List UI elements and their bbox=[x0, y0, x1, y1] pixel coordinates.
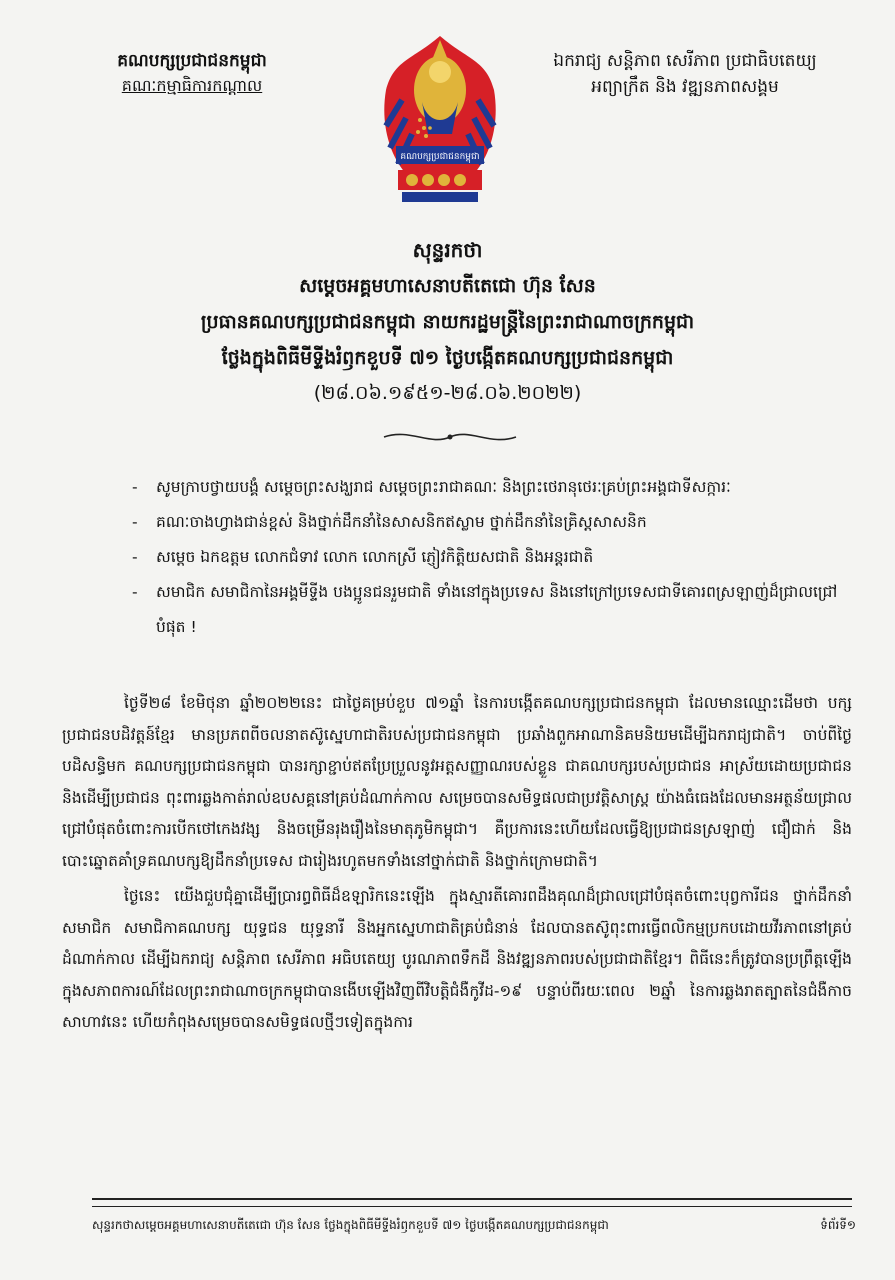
national-motto bbox=[520, 48, 850, 100]
anniversary-dates: (២៨.០៦.១៩៥១-២៨.០៦.២០២២) bbox=[313, 382, 582, 404]
salutation-item: - សូមក្រាបថ្វាយបង្គំ សម្តេចព្រះសង្ឃរាជ សម្តេចព្រះរាជាគណៈ និងព្រះថេរានុថេរៈគ្រប់ព្រះអង្គជាទីសក្ការៈ bbox=[128, 470, 848, 505]
logo-banner-text: គណបក្សប្រជាជនកម្ពុជា bbox=[400, 152, 480, 162]
paragraph: ថ្ងៃទី២៨ ខែមិថុនា ឆ្នាំ២០២២នេះ ជាថ្ងៃគម្រប់ខួប ៧១ឆ្នាំ នៃការបង្កើតគណបក្សប្រជាជនកម្ពុជា ដែលមានឈ្មោះដើមថា បក្សប្រជាជនបដិវត្តន៍ខ្មែរ មានប្រភពពីចលនាតស៊ូស្នេហាជាតិរបស់ប្រជាជនកម្ពុជា ប្រឆាំងពួកអាណានិគមនិយមដើម្បីឯករាជ្យជាតិ។ ចាប់ពីថ្ងៃបដិសន្ធិមក គណបក្សប្រជាជនកម្ពុជា បានរក្សាខ្ជាប់ឥតប្រែប្រួលនូវអត្តសញ្ញាណរបស់ខ្លួន ជាគណបក្សរបស់ប្រជាជន អាស្រ័យដោយប្រជាជន និងដើម្បីប្រជាជន ពុះពារឆ្លងកាត់រាល់ឧបសគ្គនៅគ្រប់ដំណាក់កាល សម្រេចបានសមិទ្ធផលជាប្រវត្តិសាស្ត្រ យ៉ាងធំធេងដែលមានអត្ថន័យជ្រាលជ្រៅបំផុតចំពោះការបើកថៅកេងវង្ស និងចម្រើនរុងរឿងនៃមាតុភូមិកម្ពុជា។ គឺប្រការនេះហើយដែលធ្វើឱ្យប្រជាជនស្រឡាញ់ ជឿជាក់ និងបោះឆ្នោតគាំទ្រគណបក្សឱ្យដឹកនាំប្រទេស ជារៀងរហូតមកទាំងនៅថ្នាក់ជាតិ និងថ្នាក់ក្រោមជាតិ។ bbox=[62, 694, 852, 870]
party-name: គណបក្សប្រជាជនកម្ពុជា bbox=[117, 51, 267, 71]
motto-line-2: អព្យាក្រឹត និង វឌ្ឍនភាពសង្គម bbox=[591, 77, 779, 97]
party-logo bbox=[372, 30, 508, 210]
speech-title-block bbox=[40, 232, 855, 410]
footer-caption: សុន្ទរកថាសម្តេចអគ្គមហាសេនាបតីតេជោ ហ៊ុន សែន ថ្លែងក្នុងពិធីមីទ្ទីងរំឭកខួបទី ៧១ ថ្ងៃបង្កើតគណបក្សប្រជាជនកម្ពុជា bbox=[92, 1218, 609, 1232]
party-header bbox=[62, 48, 322, 98]
page-number: ទំព័រទី១ bbox=[820, 1218, 856, 1232]
speaker-name: សម្តេចអគ្គមហាសេនាបតីតេជោ ហ៊ុន សែន bbox=[299, 275, 596, 297]
footer-divider bbox=[92, 1198, 852, 1207]
ornament-divider bbox=[380, 430, 520, 444]
paragraph: ថ្ងៃនេះ យើងជួបជុំគ្នាដើម្បីប្រារព្ធពិធីដ៏ឧឡារិកនេះឡើង ក្នុងស្មារតីគោរពដឹងគុណដ៏ជ្រាលជ្រៅបំផុតចំពោះបុព្វការីជន ថ្នាក់ដឹកនាំ សមាជិក សមាជិកាគណបក្ស យុទ្ធជន យុទ្ធនារី និងអ្នកស្នេហាជាតិគ្រប់ជំនាន់ ដែលបានតស៊ូពុះពារធ្វើពលិកម្មប្រកបដោយវីរភាពនៅគ្រប់ដំណាក់កាល ដើម្បីឯករាជ្យ សន្តិភាព សេរីភាព អធិបតេយ្យ បូរណភាពទឹកដី និងវឌ្ឍនភាពរបស់ប្រជាជាតិខ្មែរ។ ពិធីនេះក៏ត្រូវបានប្រព្រឹត្តឡើង ក្នុងសភាពការណ៍ដែលព្រះរាជាណាចក្រកម្ពុជាបានងើបឡើងវិញពីវិបត្តិជំងឺកូវីដ-១៩ បន្ទាប់ពីរយៈពេល ២ឆ្នាំ នៃការឆ្លងរាតត្បាតនៃជំងឺកាចសាហាវនេះ ហើយកំពុងសម្រេចបានសមិទ្ធផលថ្មីៗទៀតក្នុងការ bbox=[62, 887, 852, 1031]
salutation-item: - សមាជិក សមាជិកានៃអង្គមីទ្ទីង បងប្អូនជនរួមជាតិ ទាំងនៅក្នុងប្រទេស និងនៅក្រៅប្រទេសជាទីគោរពស្រឡាញ់ដ៏ជ្រាលជ្រៅបំផុត ! bbox=[128, 575, 848, 645]
salutation-item: - សម្តេច ឯកឧត្តម លោកជំទាវ លោក លោកស្រី ភ្ញៀវកិត្តិយសជាតិ និងអន្តរជាតិ bbox=[128, 540, 848, 575]
speaker-position: ប្រធានគណបក្សប្រជាជនកម្ពុជា នាយករដ្ឋមន្ត្រីនៃព្រះរាជាណាចក្រកម្ពុជា bbox=[200, 311, 695, 333]
motto-line-1: ឯករាជ្យ សន្តិភាព សេរីភាព ប្រជាធិបតេយ្យ bbox=[553, 51, 817, 71]
salutation-list bbox=[128, 470, 848, 645]
committee-name: គណៈកម្មាធិការកណ្តាល bbox=[121, 76, 263, 95]
occasion: ថ្លែងក្នុងពិធីមីទ្ទីងរំឭកខួបទី ៧១ ថ្ងៃបង្កើតគណបក្សប្រជាជនកម្ពុជា bbox=[221, 347, 674, 369]
speech-body bbox=[62, 688, 852, 1043]
speech-title: សុន្ទរកថា bbox=[412, 238, 483, 262]
salutation-item: - គណៈចាងហ្វាងជាន់ខ្ពស់ និងថ្នាក់ដឹកនាំនៃសាសនិកឥស្លាម ថ្នាក់ដឹកនាំនៃគ្រិស្តសាសនិក bbox=[128, 505, 848, 540]
